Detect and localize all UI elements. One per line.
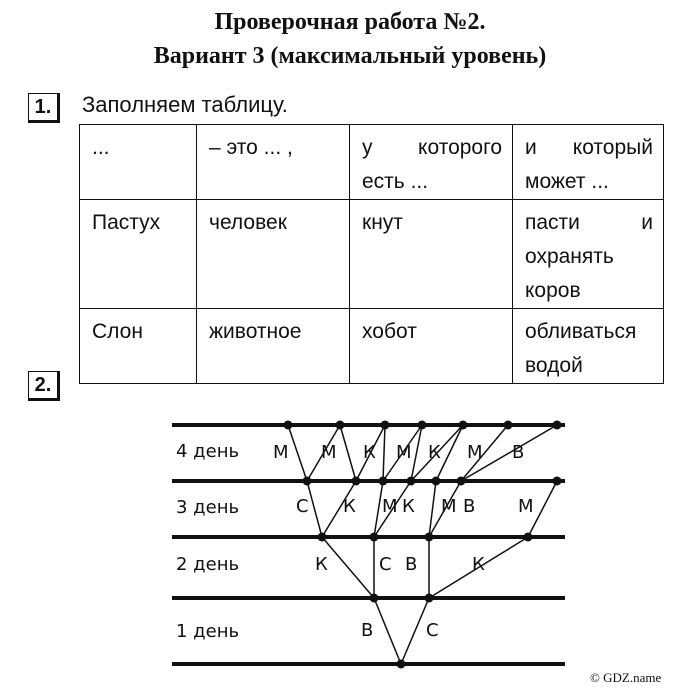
tree-letter: М xyxy=(273,442,289,463)
tree-letter: С xyxy=(296,496,309,517)
table-cell: человек xyxy=(197,200,350,309)
table-header-cell: ... xyxy=(80,125,197,200)
table-cell: Слон xyxy=(80,309,197,384)
table-cell: Пастух xyxy=(80,200,197,309)
tree-letter: К xyxy=(402,496,415,517)
task-number-2: 2. xyxy=(28,371,60,401)
tree-letter: К xyxy=(363,442,376,463)
tree-letter: В xyxy=(361,620,374,641)
table-header-cell: у которого есть ... xyxy=(350,125,513,200)
table-header-cell: и который может ... xyxy=(513,125,664,200)
task-1-text: Заполняем таблицу. xyxy=(82,92,288,117)
page-title: Проверочная работа №2. xyxy=(214,9,486,35)
tree-letter: М xyxy=(382,496,398,517)
tree-letter: М xyxy=(518,496,534,517)
tree-letter: В xyxy=(405,554,418,575)
table-cell: хобот xyxy=(350,309,513,384)
tree-letter: М xyxy=(396,442,412,463)
page-subtitle: Вариант 3 (максимальный уровень) xyxy=(153,43,547,69)
table-cell: кнут xyxy=(350,200,513,309)
tree-letter: М xyxy=(321,442,337,463)
tree-letter: С xyxy=(426,620,439,641)
table-header-cell: – это ... , xyxy=(197,125,350,200)
tree-letter: С xyxy=(379,554,392,575)
copyright-text: © GDZ.name xyxy=(590,670,662,685)
tree-letter: В xyxy=(512,442,525,463)
day-label: 1 день xyxy=(176,621,240,642)
table-cell: животное xyxy=(197,309,350,384)
tree-letter: В xyxy=(463,496,476,517)
day-label: 4 день xyxy=(176,441,240,462)
task-number-1: 1. xyxy=(28,93,60,123)
tree-letter: М xyxy=(467,442,483,463)
tree-letter: М xyxy=(441,496,457,517)
table-cell: обливаться водой xyxy=(513,309,664,384)
tree-letter: К xyxy=(428,442,441,463)
tree-letter: К xyxy=(343,496,356,517)
table-cell: пасти и охранять коров xyxy=(513,200,664,309)
tree-letter: К xyxy=(315,554,328,575)
tree-letter: К xyxy=(472,554,485,575)
day-label: 3 день xyxy=(176,497,240,518)
day-label: 2 день xyxy=(176,554,240,575)
